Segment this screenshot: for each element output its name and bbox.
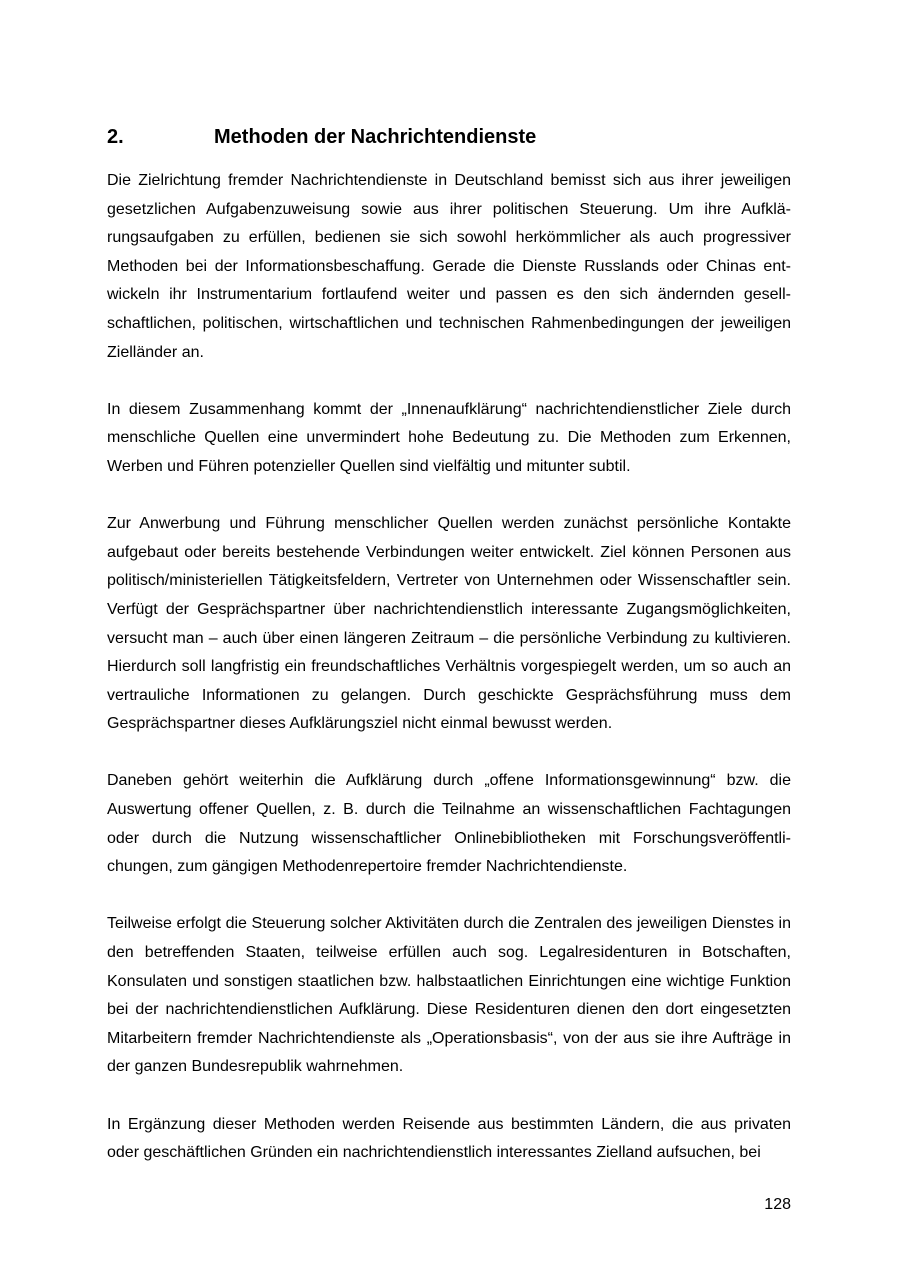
paragraph: Zur Anwerbung und Führung menschlicher Quellen werden zunächst persönliche Kontakte aufgebaut oder bereits bestehende Verbindungen weiter entwickelt. Ziel können Personen aus politisch/ministeriellen Tätigkeitsfeldern, Vertreter von Unternehmen oder Wissenschaftler sein. Verfügt der Gesprächspartner über nachrichtendienstlich interessante Zugangsmöglichkeiten, versucht man – auch über einen längeren Zeitraum – die persönliche Verbindung zu kultivieren. Hierdurch soll langfristig ein freundschaftliches Verhältnis vorgespiegelt werden, um so auch an vertrauliche Informationen zu gelangen. Durch geschickte Gesprächsführung muss dem Gesprächspartner dieses Aufklärungsziel nicht einmal bewusst werden. [107, 515, 791, 733]
paragraph: Daneben gehört weiterhin die Aufklärung durch „offene Informationsgewinnung“ bzw. die Auswertung offener Quellen, z. B. durch die Teilnahme an wissenschaftlichen Fachtagungen oder durch die Nutzung wissenschaftlicher Onlinebibliotheken mit Forschungsveröffentlichungen, zum gängigen Methodenrepertoire fremder Nachrichtendienste. [107, 772, 791, 876]
paragraph: Die Zielrichtung fremder Nachrichtendienste in Deutschland bemisst sich aus ihrer jeweiligen gesetzlichen Aufgabenzuweisung sowie aus ihrer politischen Steuerung. Um ihre Aufklärungsaufgaben zu erfüllen, bedienen sie sich sowohl herkömmlicher als auch progressiver Methoden bei der Informationsbeschaffung. Gerade die Dienste Russlands oder Chinas entwickeln ihr Instrumentarium fortlaufend weiter und passen es den sich ändernden gesellschaftlichen, politischen, wirtschaftlichen und technischen Rahmenbedingungen der jeweiligen Zielländer an. [107, 172, 791, 361]
section-number: 2. [107, 125, 124, 148]
section-title: Methoden der Nachrichtendienste [214, 125, 537, 148]
paragraph: In Ergänzung dieser Methoden werden Reisende aus bestimmten Ländern, die aus privaten oder geschäftlichen Gründen ein nachrichtendienstlich interessantes Zielland aufsuchen, bei [107, 1115, 791, 1162]
paragraph: In diesem Zusammenhang kommt der „Innenaufklärung“ nachrichtendienstlicher Ziele durch menschliche Quellen eine unvermindert hohe Bedeutung zu. Die Methoden zum Erkennen, Werben und Führen potenzieller Quellen sind vielfältig und mitunter subtil. [107, 400, 791, 475]
paragraph: Teilweise erfolgt die Steuerung solcher Aktivitäten durch die Zentralen des jeweiligen Dienstes in den betreffenden Staaten, teilweise erfüllen auch sog. Legalresidenturen in Botschaften, Konsulaten und sonstigen staatlichen bzw. halbstaatlichen Einrichtungen eine wichtige Funktion bei der nachrichtendienstlichen Aufklärung. Diese Residenturen dienen den dort eingesetzten Mitarbeitern fremder Nachrichtendienste als „Operationsbasis“, von der aus sie ihre Aufträge in der ganzen Bundesrepublik wahrnehmen. [107, 915, 791, 1076]
page-number: 128 [764, 1196, 791, 1213]
body-text [107, 167, 791, 1196]
section-heading [107, 124, 797, 150]
